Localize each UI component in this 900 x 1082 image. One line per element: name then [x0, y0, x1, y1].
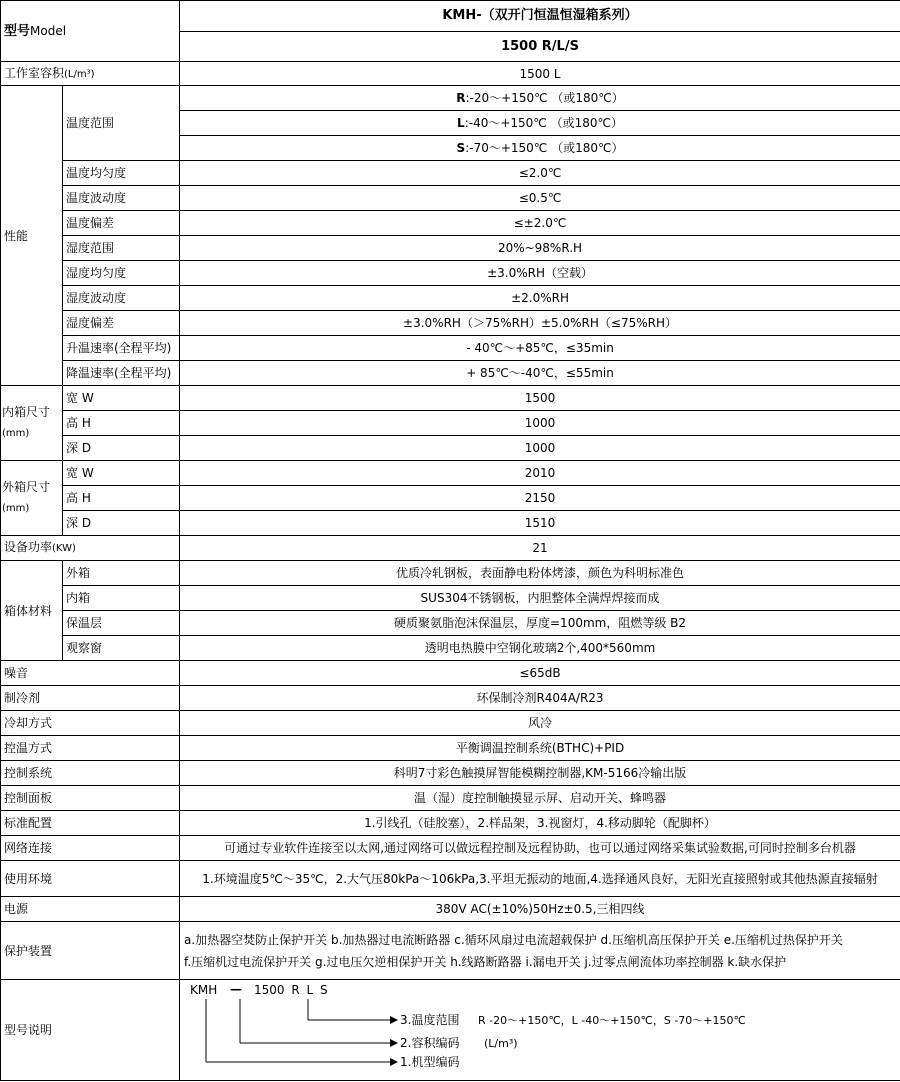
spec-row-label: 冷却方式: [1, 711, 180, 736]
performance-row: [1, 361, 900, 386]
item3-label: 3.温度范围: [400, 1013, 460, 1027]
inner-size-label-text: 内箱尺寸: [2, 405, 51, 419]
temp-range-s-value: :-70～+150℃ （或180℃）: [465, 141, 624, 155]
spec-row-label: 控制面板: [1, 786, 180, 811]
capacity-value: 1500 L: [180, 62, 900, 86]
outer-size-label-text: 外箱尺寸: [2, 480, 51, 494]
model-label-cell: [1, 1, 180, 62]
spec-row: [1, 711, 900, 736]
protection-line: a.加热器空焚防止保护开关 b.加热器过电流断路器 c.循环风扇过电流超载保护 d.压缩机高压保护开关 e.压缩机过热保护开关: [184, 932, 843, 947]
outer-size-dim-value: 1510: [180, 511, 900, 536]
model-number: 1500 R/L/S: [180, 32, 900, 62]
performance-row: [1, 211, 900, 236]
temp-range-l-value: :-40～+150℃ （或180℃）: [464, 116, 623, 130]
inner-size-label: [1, 386, 63, 461]
protection-label: 保护装置: [1, 922, 180, 980]
spec-row: [1, 786, 900, 811]
header-row-title: [1, 1, 900, 32]
material-row: [1, 636, 900, 661]
material-part-label: 保温层: [63, 611, 180, 636]
power-label-text: 设备功率: [4, 540, 53, 554]
performance-row-value: ±3.0%RH（空载）: [180, 261, 900, 286]
performance-row-value: + 85℃～-40℃，≤55min: [180, 361, 900, 386]
spec-row-value: 科明7寸彩色触摸屏智能模糊控制器,KM-5166冷输出版: [180, 761, 900, 786]
spec-row-value: 1.引线孔（硅胶塞），2.样品架，3.视窗灯，4.移动脚轮（配脚杯）: [180, 811, 900, 836]
model-label: 型号: [4, 23, 31, 39]
inner-size-dim-label: 深 D: [63, 436, 180, 461]
spec-row: [1, 736, 900, 761]
model-desc-row: [1, 980, 900, 1081]
inner-size-dim-value: 1000: [180, 411, 900, 436]
performance-row-label: 湿度波动度: [63, 286, 180, 311]
inner-size-row: [1, 386, 900, 411]
outer-size-label-unit: (mm): [2, 503, 30, 514]
performance-row-label: 温度均匀度: [63, 161, 180, 186]
performance-row: [1, 311, 900, 336]
power-label: [1, 536, 180, 561]
spec-row: [1, 761, 900, 786]
inner-size-row: [1, 411, 900, 436]
power-label-unit: (KW): [52, 543, 76, 554]
outer-size-dim-label: 深 D: [63, 511, 180, 536]
material-part-value: 透明电热膜中空钢化玻璃2个,400*560mm: [180, 636, 900, 661]
spec-row-value: 380V AC(±10%)50Hz±0.5,三相四线: [180, 897, 900, 922]
code-kmh: KMH: [190, 983, 218, 997]
outer-size-label: [1, 461, 63, 536]
spec-row-value: 可通过专业软件连接至以太网,通过网络可以做远程控制及远程协助，也可以通过网络采集试验数据,可同时控制多台机器: [180, 836, 900, 861]
performance-row-label: 湿度偏差: [63, 311, 180, 336]
spec-row-label: 控温方式: [1, 736, 180, 761]
spec-row-label: 噪音: [1, 661, 180, 686]
inner-size-dim-label: 宽 W: [63, 386, 180, 411]
material-row: [1, 561, 900, 586]
spec-row-label: 电源: [1, 897, 180, 922]
capacity-unit: (L/m³): [64, 68, 95, 80]
performance-row-value: ≤2.0℃: [180, 161, 900, 186]
capacity-label: 工作室容积: [4, 65, 65, 80]
material-label: 箱体材料: [1, 561, 63, 661]
spec-row-value: 1.环境温度5℃～35℃，2.大气压80kPa～106kPa,3.平坦无振动的地面,4.选择通风良好，无阳光直接照射或其他热源直接辐射: [180, 861, 900, 897]
spec-row: [1, 811, 900, 836]
material-row: [1, 611, 900, 636]
performance-row: [1, 336, 900, 361]
performance-row-value: - 40℃～+85℃，≤35min: [180, 336, 900, 361]
performance-row-label: 温度偏差: [63, 211, 180, 236]
outer-size-row: [1, 511, 900, 536]
outer-size-row: [1, 461, 900, 486]
spec-row-label: 控制系统: [1, 761, 180, 786]
spec-row-value: ≤65dB: [180, 661, 900, 686]
spec-row-label: 网络连接: [1, 836, 180, 861]
series-title: KMH-（双开门恒温恒湿箱系列）: [180, 1, 900, 32]
temp-range-s-prefix: S: [456, 141, 466, 155]
spec-row: [1, 661, 900, 686]
outer-size-dim-value: 2150: [180, 486, 900, 511]
performance-row-value: ±3.0%RH（＞75%RH）±5.0%RH（≤75%RH）: [180, 311, 900, 336]
temp-range-r: [180, 86, 900, 111]
outer-size-dim-label: 高 H: [63, 486, 180, 511]
performance-row: [1, 161, 900, 186]
spec-row-value: 平衡调温控制系统(BTHC)+PID: [180, 736, 900, 761]
inner-size-row: [1, 436, 900, 461]
protection-value: [180, 922, 900, 980]
spec-row-label: 标准配置: [1, 811, 180, 836]
material-part-label: 内箱: [63, 586, 180, 611]
performance-row-label: 温度波动度: [63, 186, 180, 211]
temp-range-label: 温度范围: [63, 86, 180, 161]
material-row: [1, 586, 900, 611]
item3-detail: R -20～+150℃，L -40～+150℃，S -70～+150℃: [478, 1014, 746, 1027]
performance-row: [1, 186, 900, 211]
performance-row-label: 湿度均匀度: [63, 261, 180, 286]
outer-size-dim-value: 2010: [180, 461, 900, 486]
performance-label: 性能: [1, 86, 63, 386]
power-row: [1, 536, 900, 561]
material-part-value: SUS304不锈钢板，内胆整体全满焊焊接而成: [180, 586, 900, 611]
arrow-head-3: [390, 1016, 398, 1024]
temp-range-s: [180, 136, 900, 161]
performance-row-label: 升温速率(全程平均): [63, 336, 180, 361]
code-rest: 1500 R L S: [254, 983, 328, 997]
inner-size-dim-label: 高 H: [63, 411, 180, 436]
capacity-label-cell: [1, 62, 180, 86]
model-label-en: Model: [30, 23, 67, 38]
temp-range-r-value: :-20～+150℃ （或180℃）: [465, 91, 624, 105]
temp-range-r-prefix: R: [456, 91, 466, 105]
performance-row-value: ≤±2.0℃: [180, 211, 900, 236]
performance-row: [1, 286, 900, 311]
performance-row: [1, 236, 900, 261]
protection-line: f.压缩机过电流保护开关 g.过电压欠逆相保护开关 h.线路断路器 i.漏电开关 j.过零点闸流体功率控制器 k.缺水保护: [184, 954, 787, 969]
performance-row-value: ≤0.5℃: [180, 186, 900, 211]
item2-detail: (L/m³): [484, 1037, 518, 1050]
item2-label: 2.容积编码: [400, 1036, 460, 1050]
outer-size-dim-label: 宽 W: [63, 461, 180, 486]
model-desc-label: 型号说明: [1, 980, 180, 1081]
inner-size-label-unit: (mm): [2, 428, 30, 439]
spec-row: [1, 897, 900, 922]
temp-range-row-r: [1, 86, 900, 111]
power-value: 21: [180, 536, 900, 561]
spec-row: [1, 836, 900, 861]
capacity-row: [1, 62, 900, 86]
performance-row-label: 湿度范围: [63, 236, 180, 261]
arrow-head-2: [390, 1039, 398, 1047]
temp-range-l: [180, 111, 900, 136]
arrow-head-1: [390, 1058, 398, 1066]
spec-row: [1, 861, 900, 897]
spec-row: [1, 686, 900, 711]
model-desc-diagram-cell: [180, 980, 900, 1081]
inner-size-dim-value: 1500: [180, 386, 900, 411]
outer-size-row: [1, 486, 900, 511]
spec-row-value: 温（湿）度控制触摸显示屏、启动开关、蜂鸣器: [180, 786, 900, 811]
performance-row-label: 降温速率(全程平均): [63, 361, 180, 386]
spec-row-value: 风冷: [180, 711, 900, 736]
performance-row: [1, 261, 900, 286]
spec-row-label: 使用环境: [1, 861, 180, 897]
spec-row-label: 制冷剂: [1, 686, 180, 711]
item1-label: 1.机型编码: [400, 1055, 460, 1069]
code-dash: —: [230, 982, 243, 996]
material-part-label: 外箱: [63, 561, 180, 586]
material-part-value: 硬质聚氨脂泡沫保温层，厚度=100mm，阻燃等级 B2: [180, 611, 900, 636]
performance-row-value: ±2.0%RH: [180, 286, 900, 311]
material-part-value: 优质冷轧钢板，表面静电粉体烤漆，颜色为科明标准色: [180, 561, 900, 586]
performance-row-value: 20%~98%R.H: [180, 236, 900, 261]
spec-row-value: 环保制冷剂R404A/R23: [180, 686, 900, 711]
temp-range-l-prefix: L: [457, 116, 465, 130]
material-part-label: 观察窗: [63, 636, 180, 661]
model-code-diagram: [180, 980, 900, 1080]
protection-row: [1, 922, 900, 980]
inner-size-dim-value: 1000: [180, 436, 900, 461]
